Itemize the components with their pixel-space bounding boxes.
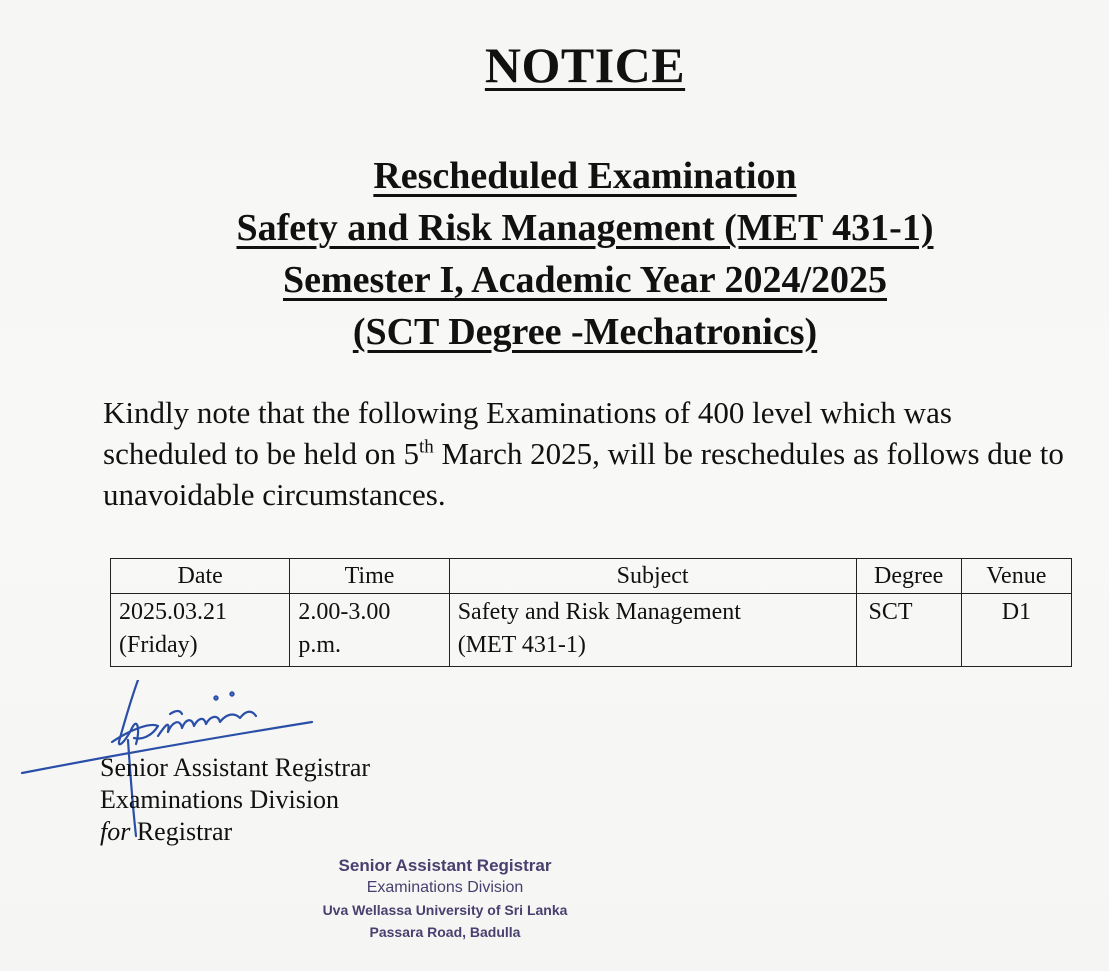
- cell-degree: SCT: [856, 594, 961, 667]
- exam-schedule-table: [110, 558, 1072, 667]
- table-header-row: [111, 559, 1072, 594]
- header-subject: Subject: [449, 559, 856, 594]
- subtitle-line-1: Rescheduled Examination: [373, 155, 797, 197]
- official-stamp: [300, 855, 590, 943]
- cell-venue: D1: [961, 594, 1071, 667]
- header-time: Time: [290, 559, 449, 594]
- notice-body: Kindly note that the following Examinations of 400 level which was scheduled to be held on 5th March 2025, will be reschedules as follows due to unavoidable circumstances.: [103, 395, 1064, 512]
- stamp-line-3: Uva Wellassa University of Sri Lanka: [322, 902, 568, 918]
- signature-stroke: [158, 712, 256, 736]
- subtitle-line-2: Safety and Risk Management (MET 431-1): [236, 207, 934, 249]
- header-degree: Degree: [856, 559, 961, 594]
- notice-title: NOTICE: [484, 37, 686, 93]
- header-date: Date: [111, 559, 290, 594]
- signature-stroke: [170, 711, 182, 714]
- subtitle-line-3: Semester I, Academic Year 2024/2025: [282, 259, 887, 301]
- table-row: [111, 594, 1072, 667]
- stamp-line-1: Senior Assistant Registrar: [338, 856, 552, 875]
- cell-date: 2025.03.21 (Friday): [111, 594, 290, 667]
- stamp-line-4: Passara Road, Badulla: [369, 924, 521, 940]
- signatory-block: [100, 752, 370, 848]
- signatory-title: Senior Assistant Registrar: [100, 753, 371, 782]
- signature-stroke: [214, 696, 217, 699]
- stamp-line-2: Examinations Division: [366, 879, 524, 896]
- notice-subtitle: [0, 150, 1109, 358]
- cell-time: 2.00-3.00 p.m.: [290, 594, 449, 667]
- header-venue: Venue: [961, 559, 1071, 594]
- ordinal-suffix: th: [418, 436, 434, 458]
- cell-subject: Safety and Risk Management (MET 431-1): [449, 594, 856, 667]
- signature-stroke: [230, 692, 233, 695]
- signatory-division: Examinations Division: [100, 785, 340, 814]
- signatory-for: for Registrar: [100, 817, 233, 846]
- subtitle-line-4: (SCT Degree -Mechatronics): [352, 311, 818, 353]
